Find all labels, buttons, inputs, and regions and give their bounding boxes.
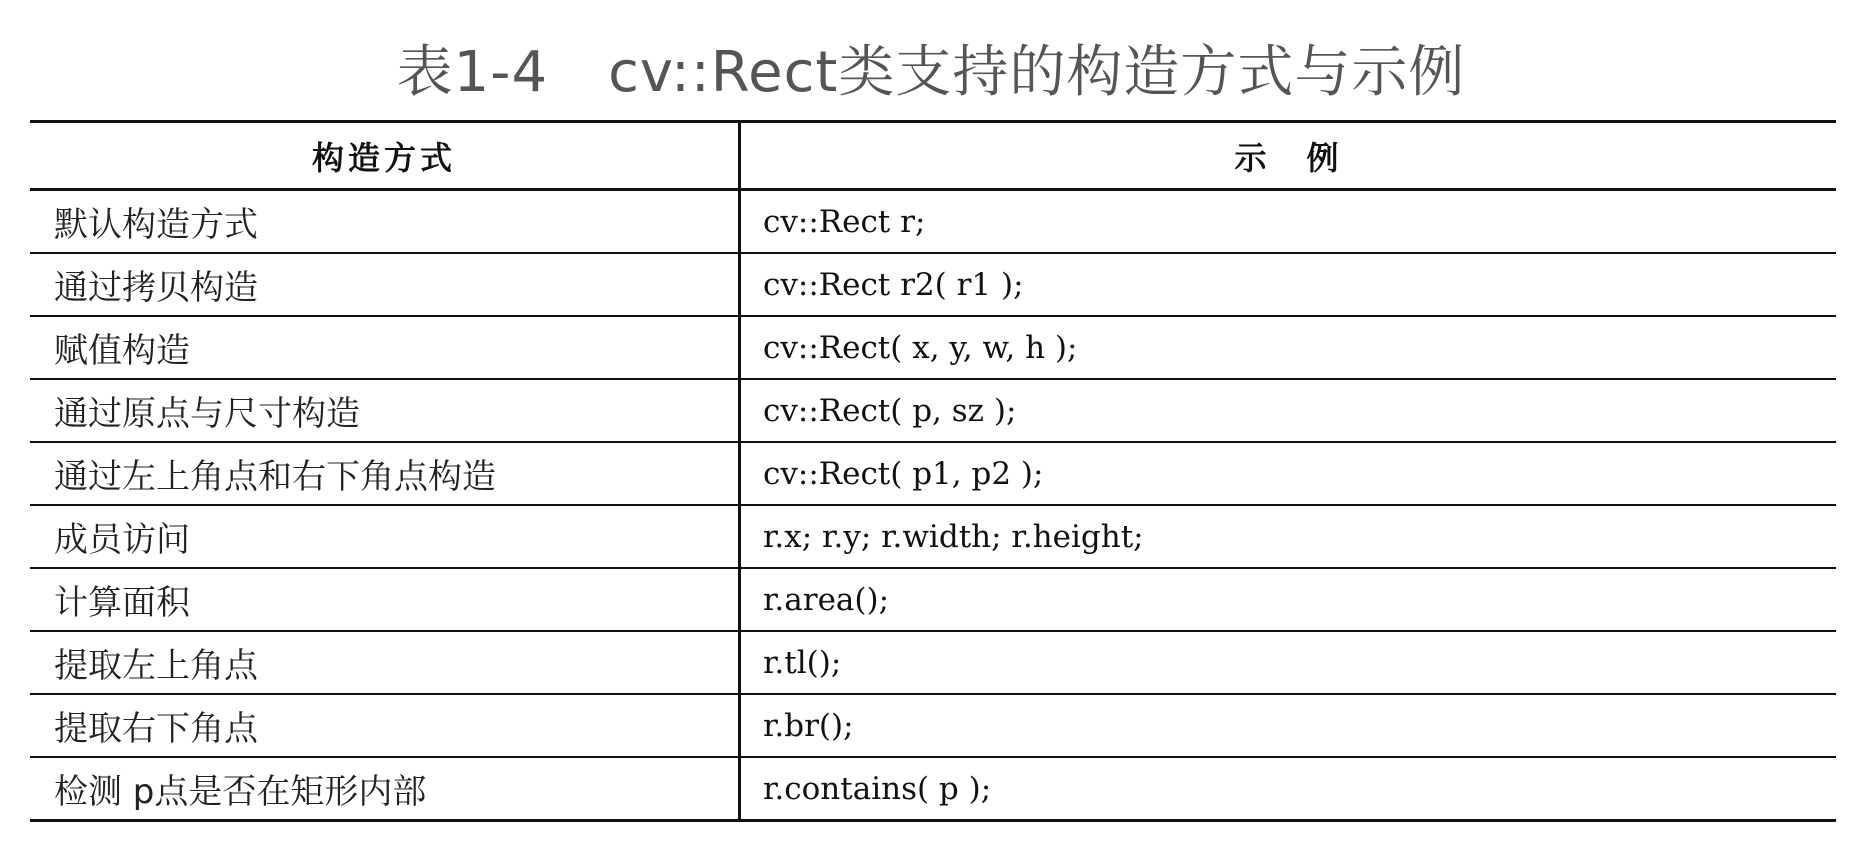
table-caption — [0, 28, 1862, 108]
example-cell: r.x; r.y; r.width; r.height; — [740, 505, 1837, 568]
example-cell: r.tl(); — [740, 631, 1837, 694]
header-method: 构造方式 — [30, 122, 740, 190]
table-row — [30, 631, 1836, 694]
method-cell: 通过左上角点和右下角点构造 — [30, 442, 740, 505]
table-row — [30, 253, 1836, 316]
caption-number: 表1-4 — [396, 40, 549, 105]
example-cell: cv::Rect( x, y, w, h ); — [740, 316, 1837, 379]
example-cell: r.area(); — [740, 568, 1837, 631]
method-cell: 计算面积 — [30, 568, 740, 631]
method-cell: 通过原点与尺寸构造 — [30, 379, 740, 442]
example-cell: r.br(); — [740, 694, 1837, 757]
example-cell: cv::Rect r; — [740, 190, 1837, 254]
example-cell: cv::Rect( p1, p2 ); — [740, 442, 1837, 505]
method-cell: 通过拷贝构造 — [30, 253, 740, 316]
example-cell: r.contains( p ); — [740, 757, 1837, 821]
caption-text: cv::Rect类支持的构造方式与示例 — [608, 40, 1466, 105]
header-row — [30, 122, 1836, 190]
method-cell: 成员访问 — [30, 505, 740, 568]
table-row — [30, 568, 1836, 631]
table-row — [30, 379, 1836, 442]
table-row — [30, 694, 1836, 757]
table-row — [30, 505, 1836, 568]
table-row — [30, 757, 1836, 821]
table-row — [30, 190, 1836, 254]
method-cell: 提取右下角点 — [30, 694, 740, 757]
example-cell: cv::Rect( p, sz ); — [740, 379, 1837, 442]
example-cell: cv::Rect r2( r1 ); — [740, 253, 1837, 316]
table-row — [30, 442, 1836, 505]
table-row — [30, 316, 1836, 379]
constructor-table — [30, 120, 1836, 822]
header-example: 示 例 — [740, 122, 1837, 190]
method-cell: 赋值构造 — [30, 316, 740, 379]
method-cell: 提取左上角点 — [30, 631, 740, 694]
method-cell: 默认构造方式 — [30, 190, 740, 254]
method-cell: 检测 p点是否在矩形内部 — [30, 757, 740, 821]
